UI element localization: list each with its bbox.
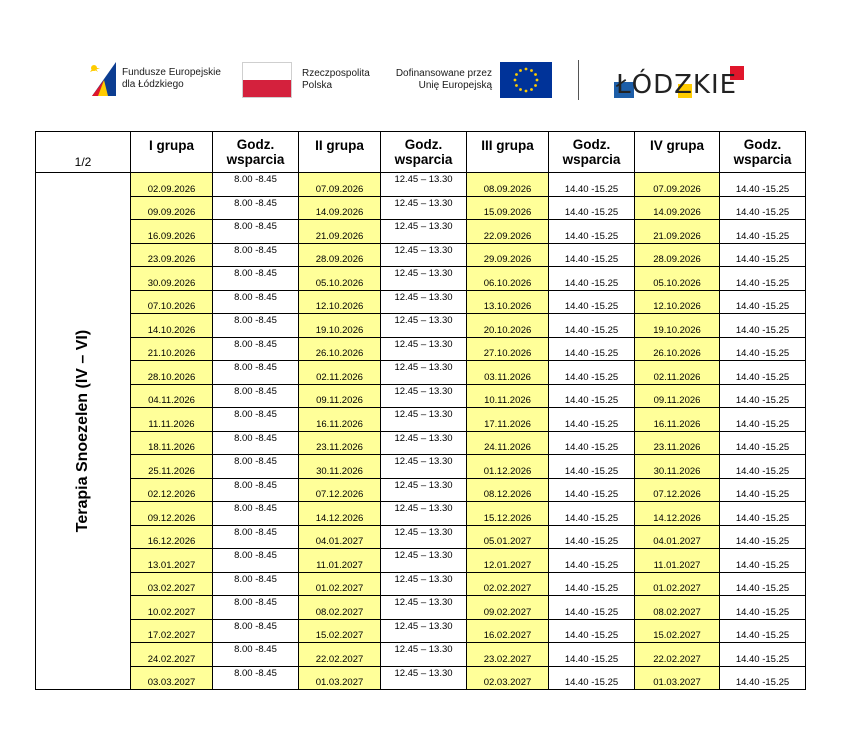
hours-cell: 8.00 -8.45 bbox=[213, 455, 299, 479]
header-group-2: II grupa bbox=[299, 132, 381, 173]
date-cell: 23.11.2026 bbox=[299, 431, 381, 455]
hours-cell: 14.40 -15.25 bbox=[720, 455, 806, 479]
header-hours-3: Godz. wsparcia bbox=[549, 132, 635, 173]
date-cell: 15.12.2026 bbox=[467, 502, 549, 526]
date-cell: 01.12.2026 bbox=[467, 455, 549, 479]
hours-cell: 14.40 -15.25 bbox=[549, 572, 635, 596]
ue-logo bbox=[392, 62, 552, 102]
date-cell: 28.10.2026 bbox=[131, 361, 213, 385]
hours-cell: 8.00 -8.45 bbox=[213, 220, 299, 244]
table-row bbox=[36, 196, 806, 220]
table-row bbox=[36, 572, 806, 596]
hours-cell: 12.45 – 13.30 bbox=[381, 666, 467, 690]
hours-cell: 12.45 – 13.30 bbox=[381, 525, 467, 549]
table-row bbox=[36, 290, 806, 314]
date-cell: 03.02.2027 bbox=[131, 572, 213, 596]
date-cell: 07.12.2026 bbox=[635, 478, 720, 502]
date-cell: 23.09.2026 bbox=[131, 243, 213, 267]
table-row bbox=[36, 455, 806, 479]
hours-cell: 14.40 -15.25 bbox=[720, 290, 806, 314]
hours-cell: 8.00 -8.45 bbox=[213, 384, 299, 408]
hours-cell: 12.45 – 13.30 bbox=[381, 572, 467, 596]
date-cell: 09.12.2026 bbox=[131, 502, 213, 526]
date-cell: 12.10.2026 bbox=[635, 290, 720, 314]
table-row bbox=[36, 596, 806, 620]
hours-cell: 8.00 -8.45 bbox=[213, 596, 299, 620]
header-group-1: I grupa bbox=[131, 132, 213, 173]
hours-cell: 12.45 – 13.30 bbox=[381, 173, 467, 197]
date-cell: 13.10.2026 bbox=[467, 290, 549, 314]
schedule-body bbox=[36, 173, 806, 690]
hours-cell: 8.00 -8.45 bbox=[213, 431, 299, 455]
date-cell: 16.12.2026 bbox=[131, 525, 213, 549]
hours-cell: 8.00 -8.45 bbox=[213, 243, 299, 267]
hours-cell: 14.40 -15.25 bbox=[720, 525, 806, 549]
fe-star-icon bbox=[88, 58, 120, 98]
hours-cell: 14.40 -15.25 bbox=[549, 243, 635, 267]
date-cell: 24.11.2026 bbox=[467, 431, 549, 455]
date-cell: 23.11.2026 bbox=[635, 431, 720, 455]
hours-cell: 8.00 -8.45 bbox=[213, 478, 299, 502]
date-cell: 21.09.2026 bbox=[635, 220, 720, 244]
hours-cell: 12.45 – 13.30 bbox=[381, 596, 467, 620]
header-group-3: III grupa bbox=[467, 132, 549, 173]
table-row bbox=[36, 267, 806, 291]
page-indicator: 1/2 bbox=[36, 132, 131, 173]
date-cell: 20.10.2026 bbox=[467, 314, 549, 338]
ue-line2: Unię Europejską bbox=[418, 80, 492, 91]
date-cell: 26.10.2026 bbox=[635, 337, 720, 361]
date-cell: 10.11.2026 bbox=[467, 384, 549, 408]
hours-cell: 14.40 -15.25 bbox=[549, 314, 635, 338]
table-row bbox=[36, 243, 806, 267]
date-cell: 14.12.2026 bbox=[299, 502, 381, 526]
table-row bbox=[36, 314, 806, 338]
date-cell: 01.02.2027 bbox=[299, 572, 381, 596]
hours-cell: 14.40 -15.25 bbox=[720, 267, 806, 291]
date-cell: 07.09.2026 bbox=[299, 173, 381, 197]
date-cell: 22.09.2026 bbox=[467, 220, 549, 244]
hours-cell: 12.45 – 13.30 bbox=[381, 243, 467, 267]
hours-cell: 12.45 – 13.30 bbox=[381, 337, 467, 361]
date-cell: 03.03.2027 bbox=[131, 666, 213, 690]
hours-cell: 14.40 -15.25 bbox=[549, 290, 635, 314]
date-cell: 14.10.2026 bbox=[131, 314, 213, 338]
date-cell: 30.11.2026 bbox=[635, 455, 720, 479]
hours-cell: 14.40 -15.25 bbox=[549, 502, 635, 526]
date-cell: 17.11.2026 bbox=[467, 408, 549, 432]
hours-cell: 14.40 -15.25 bbox=[720, 408, 806, 432]
hours-cell: 8.00 -8.45 bbox=[213, 408, 299, 432]
hours-cell: 14.40 -15.25 bbox=[720, 572, 806, 596]
date-cell: 08.02.2027 bbox=[299, 596, 381, 620]
hours-cell: 14.40 -15.25 bbox=[549, 525, 635, 549]
hours-cell: 8.00 -8.45 bbox=[213, 196, 299, 220]
date-cell: 02.02.2027 bbox=[467, 572, 549, 596]
hours-cell: 12.45 – 13.30 bbox=[381, 478, 467, 502]
table-row bbox=[36, 643, 806, 667]
hours-cell: 14.40 -15.25 bbox=[549, 596, 635, 620]
date-cell: 14.09.2026 bbox=[299, 196, 381, 220]
date-cell: 02.09.2026 bbox=[131, 173, 213, 197]
hours-cell: 14.40 -15.25 bbox=[720, 173, 806, 197]
hours-cell: 14.40 -15.25 bbox=[549, 455, 635, 479]
date-cell: 02.03.2027 bbox=[467, 666, 549, 690]
hours-cell: 12.45 – 13.30 bbox=[381, 196, 467, 220]
hours-cell: 14.40 -15.25 bbox=[549, 478, 635, 502]
hours-cell: 12.45 – 13.30 bbox=[381, 361, 467, 385]
table-row bbox=[36, 431, 806, 455]
hours-cell: 12.45 – 13.30 bbox=[381, 643, 467, 667]
date-cell: 16.11.2026 bbox=[299, 408, 381, 432]
hours-cell: 8.00 -8.45 bbox=[213, 619, 299, 643]
date-cell: 01.03.2027 bbox=[299, 666, 381, 690]
date-cell: 26.10.2026 bbox=[299, 337, 381, 361]
date-cell: 07.12.2026 bbox=[299, 478, 381, 502]
date-cell: 14.09.2026 bbox=[635, 196, 720, 220]
hours-cell: 14.40 -15.25 bbox=[720, 431, 806, 455]
date-cell: 04.11.2026 bbox=[131, 384, 213, 408]
date-cell: 09.11.2026 bbox=[635, 384, 720, 408]
hours-cell: 14.40 -15.25 bbox=[720, 549, 806, 573]
table-row bbox=[36, 525, 806, 549]
table-row bbox=[36, 337, 806, 361]
hours-cell: 14.40 -15.25 bbox=[720, 643, 806, 667]
hours-cell: 8.00 -8.45 bbox=[213, 549, 299, 573]
date-cell: 06.10.2026 bbox=[467, 267, 549, 291]
date-cell: 23.02.2027 bbox=[467, 643, 549, 667]
date-cell: 15.02.2027 bbox=[299, 619, 381, 643]
hours-cell: 14.40 -15.25 bbox=[549, 666, 635, 690]
hours-cell: 12.45 – 13.30 bbox=[381, 267, 467, 291]
date-cell: 09.02.2027 bbox=[467, 596, 549, 620]
date-cell: 07.09.2026 bbox=[635, 173, 720, 197]
hours-cell: 14.40 -15.25 bbox=[549, 619, 635, 643]
hours-cell: 14.40 -15.25 bbox=[720, 220, 806, 244]
date-cell: 01.03.2027 bbox=[635, 666, 720, 690]
date-cell: 14.12.2026 bbox=[635, 502, 720, 526]
hours-cell: 8.00 -8.45 bbox=[213, 361, 299, 385]
table-row bbox=[36, 173, 806, 197]
date-cell: 13.01.2027 bbox=[131, 549, 213, 573]
lodzkie-logo bbox=[612, 64, 748, 100]
eu-flag-icon bbox=[500, 62, 552, 98]
date-cell: 04.01.2027 bbox=[299, 525, 381, 549]
header-hours-1: Godz. wsparcia bbox=[213, 132, 299, 173]
table-row bbox=[36, 502, 806, 526]
hours-cell: 14.40 -15.25 bbox=[720, 666, 806, 690]
date-cell: 12.01.2027 bbox=[467, 549, 549, 573]
date-cell: 03.11.2026 bbox=[467, 361, 549, 385]
hours-cell: 14.40 -15.25 bbox=[549, 384, 635, 408]
hours-cell: 14.40 -15.25 bbox=[720, 596, 806, 620]
date-cell: 02.11.2026 bbox=[635, 361, 720, 385]
table-row bbox=[36, 361, 806, 385]
lodzkie-text: ŁÓDZKIE bbox=[616, 70, 738, 100]
date-cell: 11.01.2027 bbox=[635, 549, 720, 573]
hours-cell: 14.40 -15.25 bbox=[720, 196, 806, 220]
side-label-cell bbox=[36, 173, 131, 690]
date-cell: 19.10.2026 bbox=[299, 314, 381, 338]
date-cell: 28.09.2026 bbox=[299, 243, 381, 267]
date-cell: 08.02.2027 bbox=[635, 596, 720, 620]
hours-cell: 14.40 -15.25 bbox=[549, 267, 635, 291]
hours-cell: 14.40 -15.25 bbox=[549, 337, 635, 361]
date-cell: 04.01.2027 bbox=[635, 525, 720, 549]
date-cell: 22.02.2027 bbox=[635, 643, 720, 667]
date-cell: 16.02.2027 bbox=[467, 619, 549, 643]
date-cell: 21.09.2026 bbox=[299, 220, 381, 244]
table-row bbox=[36, 666, 806, 690]
hours-cell: 14.40 -15.25 bbox=[720, 619, 806, 643]
date-cell: 11.01.2027 bbox=[299, 549, 381, 573]
date-cell: 05.10.2026 bbox=[635, 267, 720, 291]
fe-logo bbox=[88, 58, 228, 98]
table-row bbox=[36, 220, 806, 244]
hours-cell: 14.40 -15.25 bbox=[549, 549, 635, 573]
hours-cell: 14.40 -15.25 bbox=[549, 220, 635, 244]
hours-cell: 14.40 -15.25 bbox=[549, 431, 635, 455]
hours-cell: 12.45 – 13.30 bbox=[381, 290, 467, 314]
date-cell: 30.09.2026 bbox=[131, 267, 213, 291]
rp-line2: Polska bbox=[302, 80, 333, 91]
hours-cell: 14.40 -15.25 bbox=[720, 361, 806, 385]
date-cell: 09.11.2026 bbox=[299, 384, 381, 408]
header-hours-4: Godz. wsparcia bbox=[720, 132, 806, 173]
date-cell: 16.11.2026 bbox=[635, 408, 720, 432]
date-cell: 27.10.2026 bbox=[467, 337, 549, 361]
date-cell: 16.09.2026 bbox=[131, 220, 213, 244]
date-cell: 08.12.2026 bbox=[467, 478, 549, 502]
hours-cell: 8.00 -8.45 bbox=[213, 314, 299, 338]
rp-logo-text bbox=[302, 68, 370, 92]
header-hours-2: Godz. wsparcia bbox=[381, 132, 467, 173]
hours-cell: 8.00 -8.45 bbox=[213, 643, 299, 667]
hours-cell: 14.40 -15.25 bbox=[549, 196, 635, 220]
date-cell: 28.09.2026 bbox=[635, 243, 720, 267]
hours-cell: 14.40 -15.25 bbox=[720, 478, 806, 502]
logo-divider bbox=[578, 60, 579, 100]
header-group-4: IV grupa bbox=[635, 132, 720, 173]
rp-line1: Rzeczpospolita bbox=[302, 68, 370, 79]
table-row bbox=[36, 384, 806, 408]
hours-cell: 14.40 -15.25 bbox=[720, 243, 806, 267]
date-cell: 05.10.2026 bbox=[299, 267, 381, 291]
date-cell: 02.12.2026 bbox=[131, 478, 213, 502]
hours-cell: 8.00 -8.45 bbox=[213, 173, 299, 197]
date-cell: 15.02.2027 bbox=[635, 619, 720, 643]
date-cell: 19.10.2026 bbox=[635, 314, 720, 338]
hours-cell: 12.45 – 13.30 bbox=[381, 220, 467, 244]
date-cell: 05.01.2027 bbox=[467, 525, 549, 549]
header-row bbox=[36, 132, 806, 173]
table-row bbox=[36, 478, 806, 502]
date-cell: 25.11.2026 bbox=[131, 455, 213, 479]
date-cell: 12.10.2026 bbox=[299, 290, 381, 314]
schedule-table bbox=[35, 131, 806, 690]
hours-cell: 14.40 -15.25 bbox=[549, 173, 635, 197]
date-cell: 17.02.2027 bbox=[131, 619, 213, 643]
hours-cell: 8.00 -8.45 bbox=[213, 290, 299, 314]
logo-bar bbox=[0, 52, 858, 104]
hours-cell: 14.40 -15.25 bbox=[549, 361, 635, 385]
date-cell: 01.02.2027 bbox=[635, 572, 720, 596]
hours-cell: 8.00 -8.45 bbox=[213, 267, 299, 291]
hours-cell: 14.40 -15.25 bbox=[720, 502, 806, 526]
fe-line2: dla Łódzkiego bbox=[122, 79, 184, 90]
hours-cell: 12.45 – 13.30 bbox=[381, 408, 467, 432]
hours-cell: 12.45 – 13.30 bbox=[381, 384, 467, 408]
date-cell: 24.02.2027 bbox=[131, 643, 213, 667]
ue-logo-text bbox=[396, 68, 492, 92]
ue-line1: Dofinansowane przez bbox=[395, 68, 492, 79]
side-label: Terapia Snoezelen (IV – VI) bbox=[74, 329, 91, 533]
hours-cell: 14.40 -15.25 bbox=[720, 337, 806, 361]
date-cell: 11.11.2026 bbox=[131, 408, 213, 432]
date-cell: 07.10.2026 bbox=[131, 290, 213, 314]
hours-cell: 14.40 -15.25 bbox=[720, 384, 806, 408]
date-cell: 09.09.2026 bbox=[131, 196, 213, 220]
table-row bbox=[36, 549, 806, 573]
hours-cell: 14.40 -15.25 bbox=[720, 314, 806, 338]
hours-cell: 12.45 – 13.30 bbox=[381, 455, 467, 479]
hours-cell: 8.00 -8.45 bbox=[213, 572, 299, 596]
hours-cell: 8.00 -8.45 bbox=[213, 502, 299, 526]
rp-logo bbox=[242, 62, 382, 102]
hours-cell: 8.00 -8.45 bbox=[213, 525, 299, 549]
hours-cell: 14.40 -15.25 bbox=[549, 643, 635, 667]
hours-cell: 12.45 – 13.30 bbox=[381, 619, 467, 643]
fe-logo-text bbox=[122, 67, 221, 91]
hours-cell: 12.45 – 13.30 bbox=[381, 549, 467, 573]
date-cell: 29.09.2026 bbox=[467, 243, 549, 267]
hours-cell: 8.00 -8.45 bbox=[213, 666, 299, 690]
date-cell: 10.02.2027 bbox=[131, 596, 213, 620]
hours-cell: 14.40 -15.25 bbox=[549, 408, 635, 432]
hours-cell: 8.00 -8.45 bbox=[213, 337, 299, 361]
hours-cell: 12.45 – 13.30 bbox=[381, 314, 467, 338]
hours-cell: 12.45 – 13.30 bbox=[381, 502, 467, 526]
date-cell: 21.10.2026 bbox=[131, 337, 213, 361]
date-cell: 15.09.2026 bbox=[467, 196, 549, 220]
date-cell: 30.11.2026 bbox=[299, 455, 381, 479]
hours-cell: 12.45 – 13.30 bbox=[381, 431, 467, 455]
date-cell: 02.11.2026 bbox=[299, 361, 381, 385]
date-cell: 08.09.2026 bbox=[467, 173, 549, 197]
date-cell: 18.11.2026 bbox=[131, 431, 213, 455]
date-cell: 22.02.2027 bbox=[299, 643, 381, 667]
table-row bbox=[36, 408, 806, 432]
fe-line1: Fundusze Europejskie bbox=[122, 67, 221, 78]
polish-flag-icon bbox=[242, 62, 292, 98]
table-row bbox=[36, 619, 806, 643]
